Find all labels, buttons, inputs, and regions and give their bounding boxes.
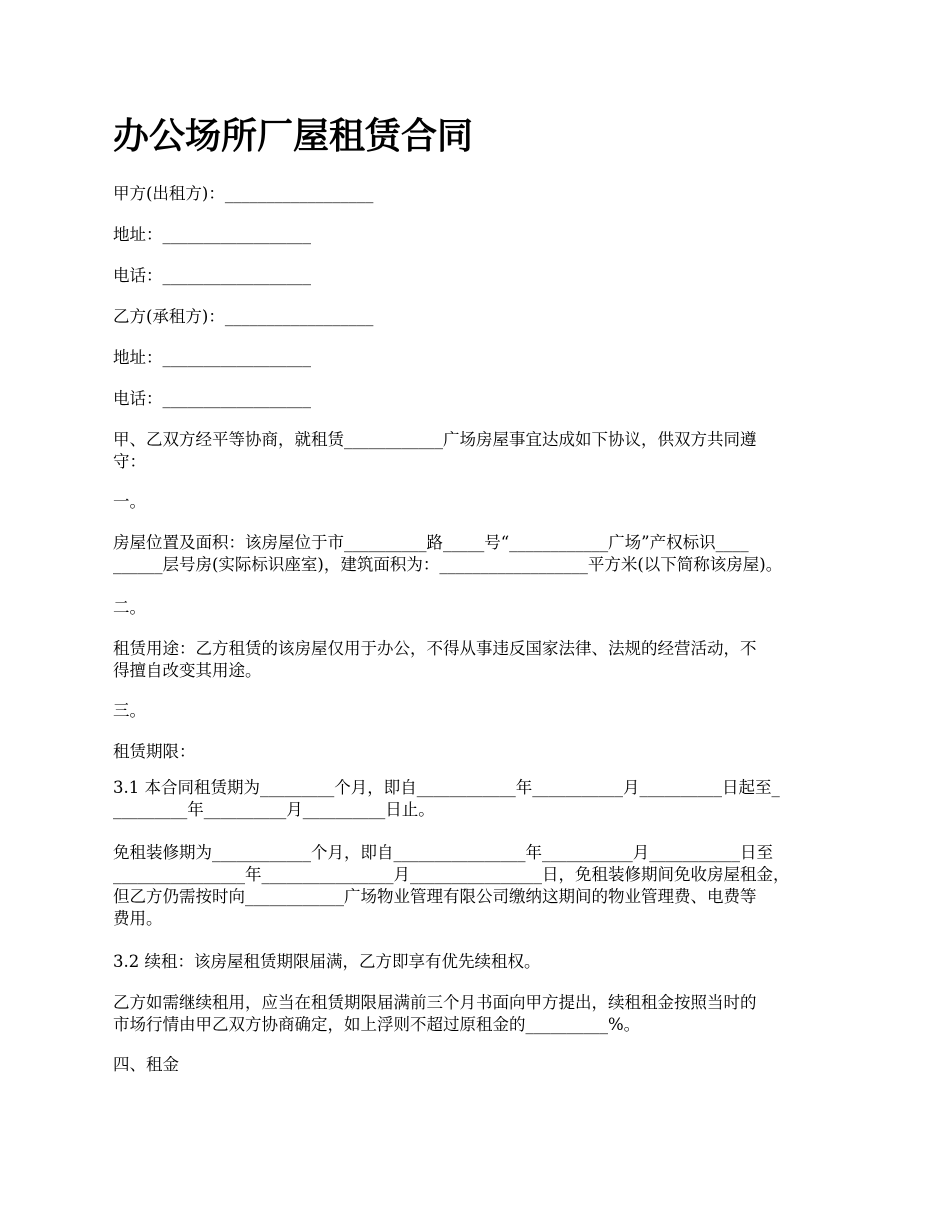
paragraph [113,638,843,682]
paragraph-line: 乙方如需继续租用，应当在租赁期限届满前三个月书面向甲方提出，续租租金按照当时的 [113,993,757,1012]
paragraph [113,777,843,821]
paragraph-line: 房屋位置及面积：该房屋位于市__________路_____号“____________广场”产权标识____ [113,533,749,552]
paragraph [113,429,843,473]
paragraph-line: 乙方(承租方)：__________________ [113,307,374,326]
paragraph [113,306,843,328]
paragraph-line: 但乙方仍需按时向____________广场物业管理有限公司缴纳这期间的物业管理费、电费等 [113,887,757,906]
paragraph [113,265,843,287]
paragraph-line: 市场行情由甲乙双方协商确定，如上浮则不超过原租金的__________%。 [113,1015,641,1034]
paragraph [113,597,843,619]
paragraph-line: 地址：__________________ [113,225,311,244]
paragraph-line: 电话：__________________ [113,266,311,285]
paragraph-line: 电话：__________________ [113,389,311,408]
paragraph-line: ________________年________________月________________日，免租装修期间免收房屋租金， [113,865,790,884]
paragraph-line: 租赁用途：乙方租赁的该房屋仅用于办公，不得从事违反国家法律、法规的经营活动，不 [113,639,757,658]
paragraph [113,532,843,576]
paragraph-line: 一。 [113,492,146,511]
paragraph-line: 甲、乙双方经平等协商，就租赁____________广场房屋事宜达成如下协议，供双方共同遵 [113,430,757,449]
paragraph [113,951,843,973]
paragraph-line: 守： [113,452,146,471]
paragraph-line: _________年__________月__________日止。 [113,800,435,819]
paragraph [113,842,843,930]
paragraph-line: 地址：__________________ [113,348,311,367]
paragraph-line: 费用。 [113,909,163,928]
paragraph [113,700,843,722]
paragraph-line: 甲方(出租方)：__________________ [113,184,374,203]
paragraph-line: 免租装修期为____________个月，即自________________年___________月___________日至 [113,843,773,862]
paragraph-line: 得擅自改变其用途。 [113,661,262,680]
paragraph-line: 四、租金 [113,1055,179,1074]
paragraph [113,491,843,513]
paragraph-line: 3.1 本合同租赁期为_________个月，即自____________年___________月__________日起至_ [113,778,780,797]
paragraph [113,992,843,1036]
paragraph [113,347,843,369]
paragraph [113,183,843,205]
paragraph-line: 三。 [113,701,146,720]
paragraph-line: 二。 [113,598,146,617]
paragraph-line: 租赁期限： [113,742,196,761]
paragraph-line: ______层号房(实际标识座室)，建筑面积为：__________________平方米(以下简称该房屋)。 [113,555,783,574]
document-title: 办公场所厂屋租赁合同 [113,115,474,157]
paragraph [113,224,843,246]
paragraph [113,1054,843,1076]
paragraph-line: 3.2 续租：该房屋租赁期限届满，乙方即享有优先续租权。 [113,952,541,971]
paragraph [113,388,843,410]
paragraph [113,741,843,763]
